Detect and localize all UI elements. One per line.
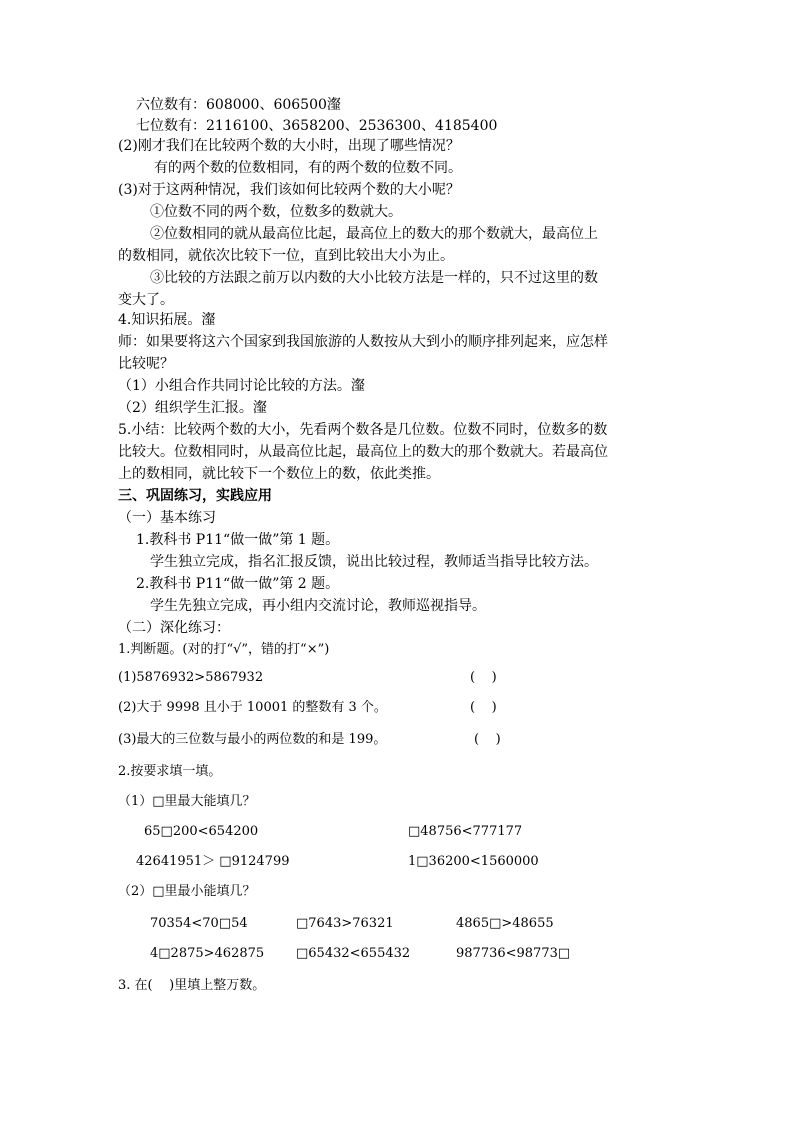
fill-item-2f: 987736<98773□ (456, 946, 571, 961)
fill-item-1a: 65□200<654200 (144, 824, 259, 839)
rule-3-line-2: 变大了。 (118, 292, 174, 308)
advanced-practice-heading: （二）深化练习： (118, 620, 230, 636)
rule-1: ①位数不同的两个数，位数多的数就大。 (150, 204, 402, 220)
exercise-3-heading: 3. 在( )里填上整万数。 (118, 978, 266, 993)
teacher-question-line-1: 师：如果要将这六个国家到我国旅游的人数按从大到小的顺序排列起来，应怎样 (118, 334, 608, 350)
judgement-blank-3[interactable]: ( ) (474, 732, 501, 747)
section-4-heading: 4.知识拓展。瀣 (118, 312, 216, 328)
answer-2: 有的两个数的位数相同，有的两个数的位数不同。 (154, 160, 462, 176)
judgement-blank-1[interactable]: ( ) (470, 670, 497, 685)
teacher-question-line-2: 比较呢？ (118, 356, 174, 372)
fill-part-1-heading: （1）□里最大能填几？ (118, 794, 256, 809)
fill-item-1d: 1□36200<1560000 (408, 854, 539, 869)
rule-3-line-1: ③比较的方法跟之前万以内数的大小比较方法是一样的，只不过这里的数 (150, 270, 598, 286)
summary-line-2: 比较大。位数相同时，从最高位比起，最高位上的数大的那个数就大。若最高位 (118, 444, 608, 460)
judgement-heading: 1.判断题。(对的打“√”，错的打“×”) (118, 642, 330, 657)
judgement-blank-2[interactable]: ( ) (470, 700, 497, 715)
fill-item-2d: 4□2875>462875 (150, 946, 265, 961)
fill-item-2b: □7643>76321 (296, 916, 394, 931)
fill-item-1b: □48756<777177 (408, 824, 523, 839)
seven-digit-list: 七位数有：2116100、3658200、2536300、4185400 (136, 118, 498, 134)
fill-part-2-heading: （2）□里最小能填几？ (118, 884, 256, 899)
question-3: (3)对于这两种情况，我们该如何比较两个数的大小呢？ (118, 182, 460, 198)
judgement-item-1: (1)5876932>5867932 (118, 670, 264, 685)
section-3-heading: 三、巩固练习，实践应用 (118, 488, 272, 504)
rule-2-line-2: 的数相同，就依次比较下一位，直到比较出大小为止。 (118, 248, 454, 264)
exercise-1: 1.教科书 P11“做一做”第 1 题。 (136, 532, 340, 548)
exercise-2-note: 学生先独立完成，再小组内交流讨论，教师巡视指导。 (150, 598, 486, 614)
summary-line-3: 上的数相同，就比较下一个数位上的数，依此类推。 (118, 466, 440, 482)
fill-item-2e: □65432<655432 (296, 946, 411, 961)
judgement-item-3: (3)最大的三位数与最小的两位数的和是 199。 (118, 732, 387, 747)
rule-2-line-1: ②位数相同的就从最高位比起，最高位上的数大的那个数就大，最高位上 (150, 226, 598, 242)
step-1: （1）小组合作共同讨论比较的方法。瀣 (118, 378, 365, 394)
step-2: （2）组织学生汇报。瀣 (118, 400, 267, 416)
exercise-1-note: 学生独立完成，指名汇报反馈，说出比较过程，教师适当指导比较方法。 (150, 554, 598, 570)
fill-item-1c: 42641951＞ □9124799 (136, 854, 290, 869)
fill-item-2c: 4865□>48655 (456, 916, 554, 931)
basic-practice-heading: （一）基本练习 (118, 510, 216, 526)
judgement-item-2: (2)大于 9998 且小于 10001 的整数有 3 个。 (118, 700, 387, 715)
fill-heading: 2.按要求填一填。 (118, 764, 222, 779)
six-digit-list: 六位数有：608000、606500瀣 (136, 97, 341, 113)
question-2: (2)刚才我们在比较两个数的大小时，出现了哪些情况？ (118, 138, 460, 154)
exercise-2: 2.教科书 P11“做一做”第 2 题。 (136, 576, 340, 592)
summary-line-1: 5.小结：比较两个数的大小，先看两个数各是几位数。位数不同时，位数多的数 (118, 422, 608, 438)
fill-item-2a: 70354<70□54 (150, 916, 248, 931)
